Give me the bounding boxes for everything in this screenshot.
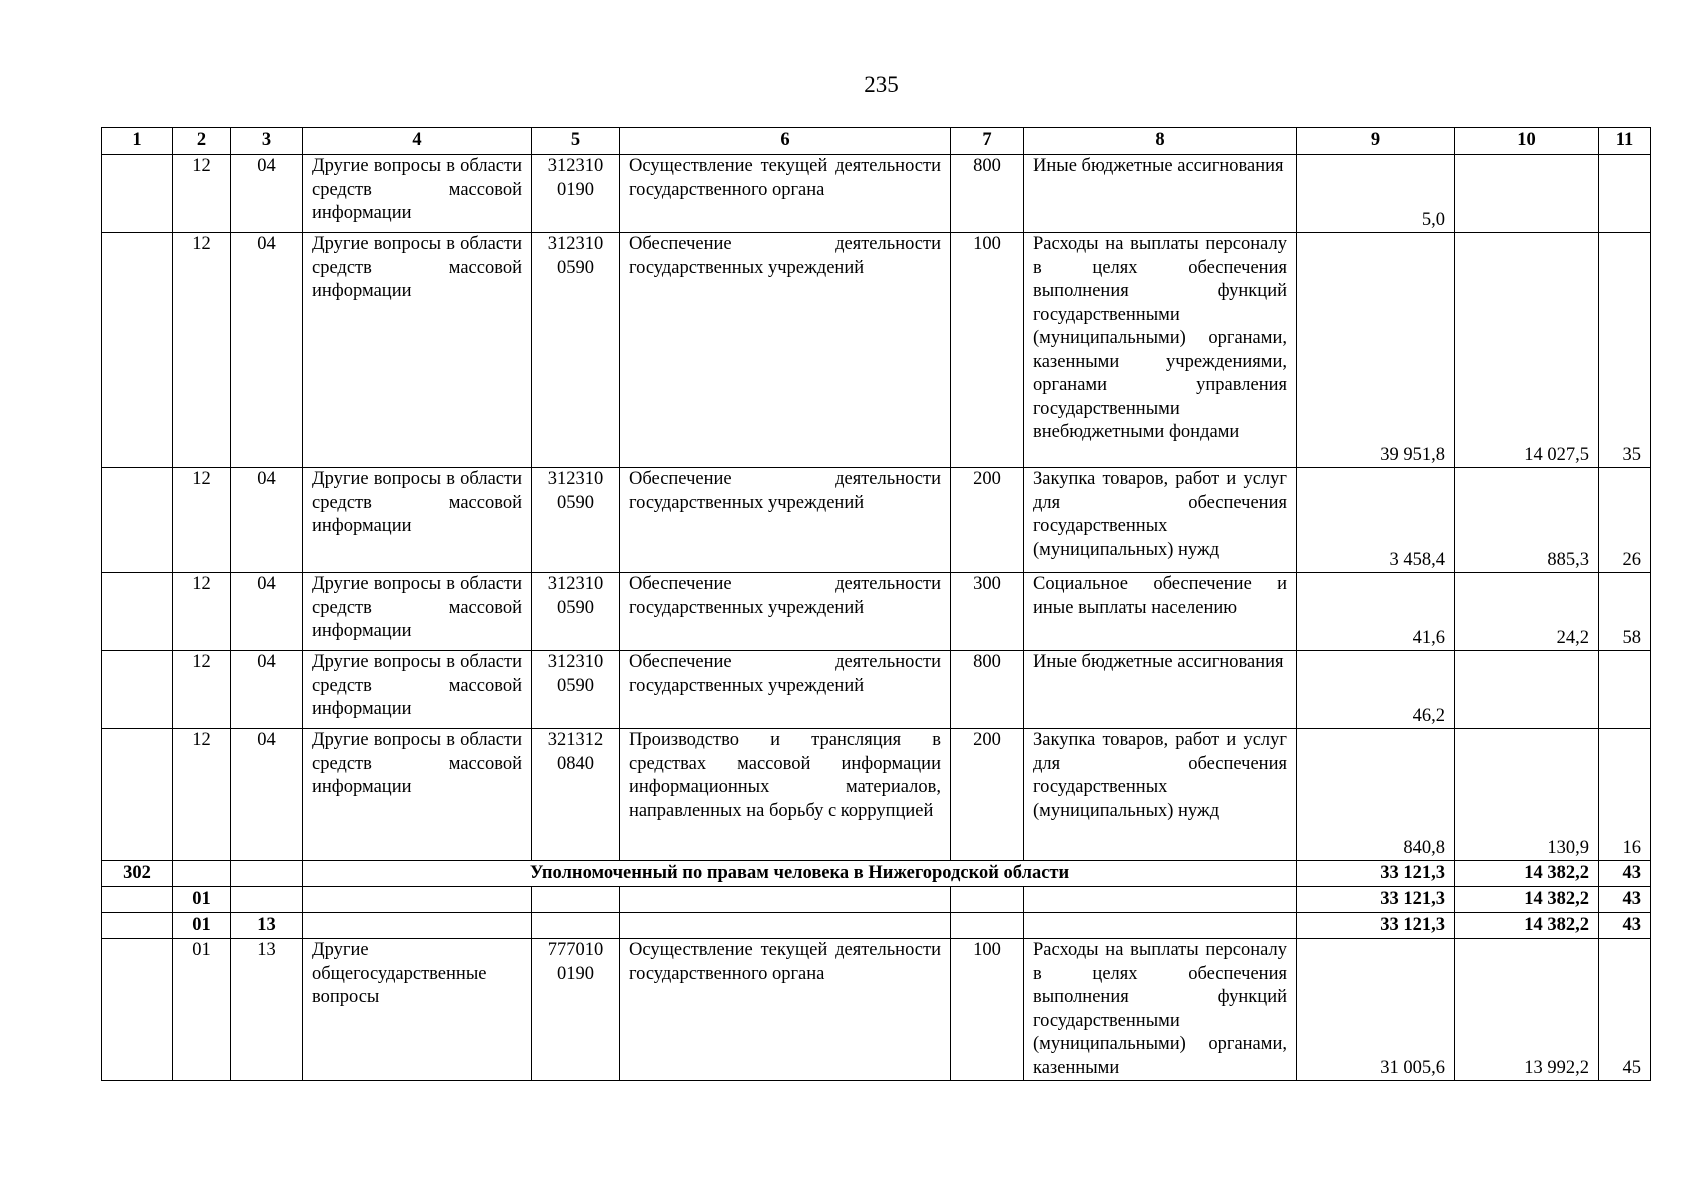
- cell-expense-type: 800: [951, 651, 1024, 729]
- cell-percent: 26: [1599, 468, 1651, 573]
- cell-plan: 41,6: [1297, 573, 1455, 651]
- cell-article-name: [620, 913, 951, 939]
- cell-target-article: 312310 0590: [532, 573, 620, 651]
- column-header: 2: [173, 128, 231, 155]
- cell-subsection: 04: [231, 651, 303, 729]
- cell-target-article: 312310 0190: [532, 155, 620, 233]
- cell-expense-type-name: Социальное обеспечение и иные выплаты населению: [1024, 573, 1297, 651]
- cell-target-article: [532, 913, 620, 939]
- cell-subsection-name: Другие вопросы в области средств массовой информации: [303, 233, 532, 468]
- cell-section: 12: [173, 651, 231, 729]
- cell-article-name: Обеспечение деятельности государственных учреждений: [620, 573, 951, 651]
- cell-expense-type-name: Закупка товаров, работ и услуг для обеспечения государственных (муниципальных) нужд: [1024, 729, 1297, 861]
- organization-name: Уполномоченный по правам человека в Нижегородской области: [303, 861, 1297, 887]
- subsection-total-row: [102, 913, 1651, 939]
- budget-table: [101, 127, 1651, 1081]
- cell-percent: [1599, 155, 1651, 233]
- cell-actual: 885,3: [1455, 468, 1599, 573]
- cell-actual: 14 382,2: [1455, 887, 1599, 913]
- cell-article-name: [620, 887, 951, 913]
- table-row: [102, 939, 1651, 1081]
- cell-admin-code: [102, 887, 173, 913]
- cell-admin-code: [102, 651, 173, 729]
- column-header: 5: [532, 128, 620, 155]
- cell-admin-code: [102, 233, 173, 468]
- cell-percent: [1599, 651, 1651, 729]
- cell-section: 01: [173, 939, 231, 1081]
- cell-subsection: 04: [231, 468, 303, 573]
- cell-admin-code: [102, 729, 173, 861]
- cell-plan: 39 951,8: [1297, 233, 1455, 468]
- cell-expense-type-name: [1024, 913, 1297, 939]
- column-header: 3: [231, 128, 303, 155]
- cell-section: 12: [173, 573, 231, 651]
- cell-expense-type: 100: [951, 939, 1024, 1081]
- cell-admin-code: [102, 155, 173, 233]
- cell-subsection: 04: [231, 573, 303, 651]
- cell-admin-code: [102, 913, 173, 939]
- cell-expense-type: 200: [951, 729, 1024, 861]
- cell-subsection-name: Другие вопросы в области средств массовой информации: [303, 573, 532, 651]
- table-row: [102, 729, 1651, 861]
- cell-article-name: Обеспечение деятельности государственных учреждений: [620, 468, 951, 573]
- cell-expense-type-name: Расходы на выплаты персоналу в целях обеспечения выполнения функций государственными (муниципальными) органами, казенными учреждениями, органами управления государственными внебюджетными фондами: [1024, 233, 1297, 468]
- column-header: 10: [1455, 128, 1599, 155]
- cell-expense-type: 100: [951, 233, 1024, 468]
- column-header: 9: [1297, 128, 1455, 155]
- cell-expense-type-name: Иные бюджетные ассигнования: [1024, 651, 1297, 729]
- cell-subsection: 13: [231, 939, 303, 1081]
- column-header: 7: [951, 128, 1024, 155]
- cell-actual: 14 382,2: [1455, 913, 1599, 939]
- cell-actual: 130,9: [1455, 729, 1599, 861]
- cell-percent: 45: [1599, 939, 1651, 1081]
- cell-plan: 5,0: [1297, 155, 1455, 233]
- cell-section: 12: [173, 233, 231, 468]
- cell-plan: 31 005,6: [1297, 939, 1455, 1081]
- cell-expense-type-name: [1024, 887, 1297, 913]
- column-header: 1: [102, 128, 173, 155]
- cell-actual: 14 382,2: [1455, 861, 1599, 887]
- table-row: [102, 233, 1651, 468]
- cell-section: [173, 861, 231, 887]
- cell-article-name: Осуществление текущей деятельности государственного органа: [620, 939, 951, 1081]
- cell-expense-type: 200: [951, 468, 1024, 573]
- cell-admin-code: [102, 468, 173, 573]
- cell-subsection: [231, 861, 303, 887]
- cell-expense-type-name: Закупка товаров, работ и услуг для обеспечения государственных (муниципальных) нужд: [1024, 468, 1297, 573]
- section-total-row: [102, 887, 1651, 913]
- header-row: [102, 128, 1651, 155]
- cell-admin-code: [102, 573, 173, 651]
- cell-actual: [1455, 651, 1599, 729]
- cell-actual: 14 027,5: [1455, 233, 1599, 468]
- cell-target-article: [532, 887, 620, 913]
- cell-plan: 33 121,3: [1297, 861, 1455, 887]
- cell-expense-type: 800: [951, 155, 1024, 233]
- cell-target-article: 312310 0590: [532, 233, 620, 468]
- cell-plan: 840,8: [1297, 729, 1455, 861]
- table-row: [102, 155, 1651, 233]
- cell-actual: 24,2: [1455, 573, 1599, 651]
- organization-row: [102, 861, 1651, 887]
- cell-target-article: 312310 0590: [532, 468, 620, 573]
- cell-subsection-name: [303, 887, 532, 913]
- cell-section: 12: [173, 729, 231, 861]
- cell-subsection-name: [303, 913, 532, 939]
- cell-target-article: 312310 0590: [532, 651, 620, 729]
- page-number: 235: [864, 72, 899, 97]
- cell-subsection: 04: [231, 729, 303, 861]
- cell-percent: 35: [1599, 233, 1651, 468]
- cell-subsection: 04: [231, 155, 303, 233]
- cell-plan: 33 121,3: [1297, 913, 1455, 939]
- column-header: 11: [1599, 128, 1651, 155]
- cell-subsection-name: Другие вопросы в области средств массовой информации: [303, 729, 532, 861]
- cell-plan: 3 458,4: [1297, 468, 1455, 573]
- cell-subsection: [231, 887, 303, 913]
- table-row: [102, 651, 1651, 729]
- cell-actual: [1455, 155, 1599, 233]
- cell-admin-code: 302: [102, 861, 173, 887]
- column-header: 6: [620, 128, 951, 155]
- cell-article-name: Осуществление текущей деятельности государственного органа: [620, 155, 951, 233]
- cell-subsection-name: Другие общегосударственные вопросы: [303, 939, 532, 1081]
- cell-plan: 46,2: [1297, 651, 1455, 729]
- cell-target-article: 777010 0190: [532, 939, 620, 1081]
- cell-expense-type: 300: [951, 573, 1024, 651]
- table-row: [102, 573, 1651, 651]
- cell-percent: 43: [1599, 913, 1651, 939]
- cell-actual: 13 992,2: [1455, 939, 1599, 1081]
- cell-subsection-name: Другие вопросы в области средств массовой информации: [303, 468, 532, 573]
- cell-section: 12: [173, 468, 231, 573]
- cell-section: 12: [173, 155, 231, 233]
- cell-percent: 43: [1599, 887, 1651, 913]
- column-header: 4: [303, 128, 532, 155]
- cell-section: 01: [173, 887, 231, 913]
- cell-article-name: Обеспечение деятельности государственных учреждений: [620, 651, 951, 729]
- cell-subsection-name: Другие вопросы в области средств массовой информации: [303, 155, 532, 233]
- cell-admin-code: [102, 939, 173, 1081]
- cell-expense-type: [951, 913, 1024, 939]
- cell-percent: 58: [1599, 573, 1651, 651]
- cell-subsection: 13: [231, 913, 303, 939]
- cell-percent: 16: [1599, 729, 1651, 861]
- cell-expense-type-name: Расходы на выплаты персоналу в целях обеспечения выполнения функций государственными (муниципальными) органами, казенными: [1024, 939, 1297, 1081]
- cell-article-name: Производство и трансляция в средствах массовой информации информационных материалов, направленных на борьбу с коррупцией: [620, 729, 951, 861]
- table-row: [102, 468, 1651, 573]
- cell-target-article: 321312 0840: [532, 729, 620, 861]
- column-header: 8: [1024, 128, 1297, 155]
- cell-section: 01: [173, 913, 231, 939]
- cell-percent: 43: [1599, 861, 1651, 887]
- cell-subsection: 04: [231, 233, 303, 468]
- cell-subsection-name: Другие вопросы в области средств массовой информации: [303, 651, 532, 729]
- cell-expense-type: [951, 887, 1024, 913]
- cell-plan: 33 121,3: [1297, 887, 1455, 913]
- cell-article-name: Обеспечение деятельности государственных учреждений: [620, 233, 951, 468]
- cell-expense-type-name: Иные бюджетные ассигнования: [1024, 155, 1297, 233]
